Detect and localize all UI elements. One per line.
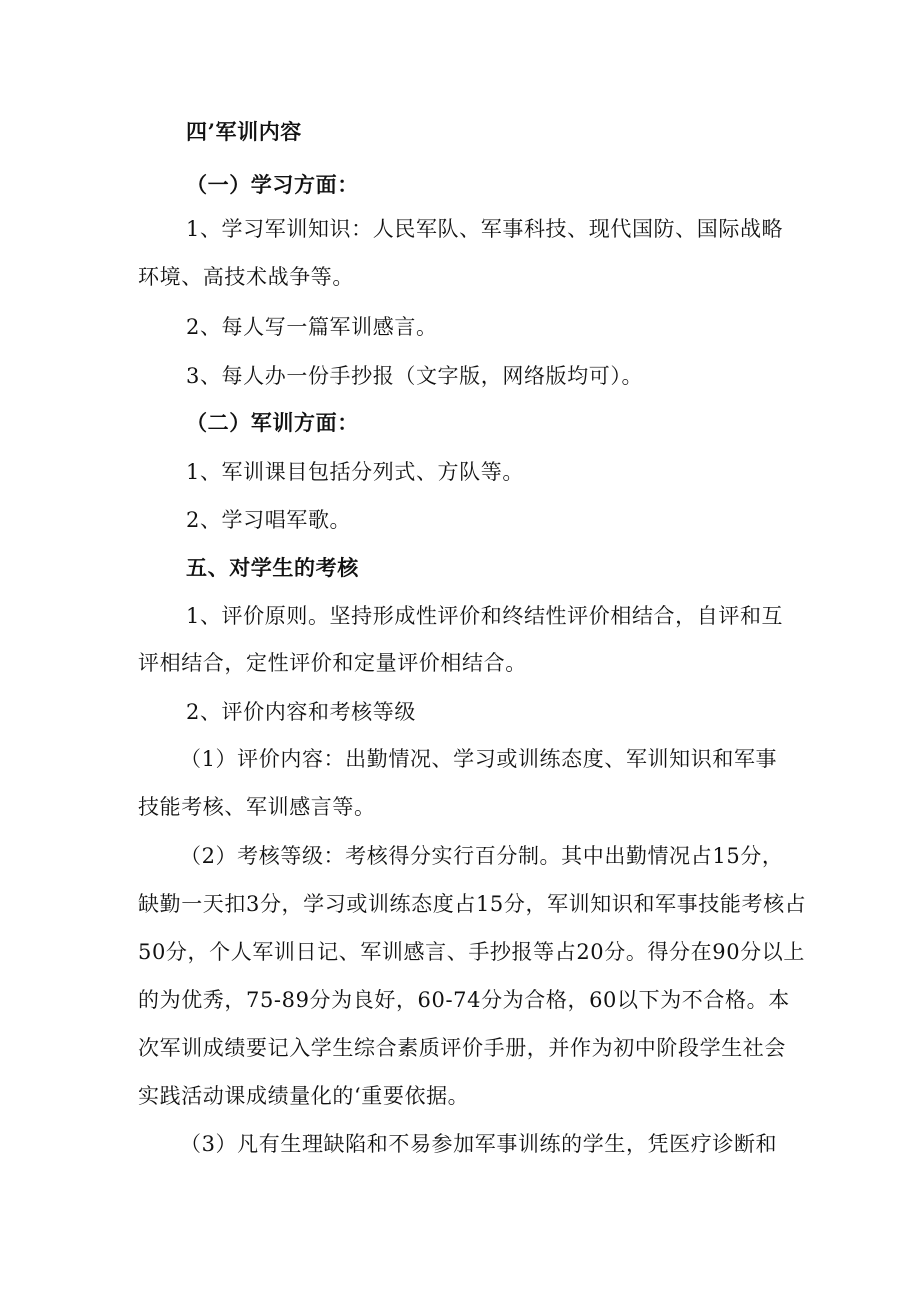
evaluation-sub-2-line-3: 50分，个人军训日记、军训感言、手抄报等占20分。得分在90分以上 — [138, 940, 805, 964]
study-item-3: 3、每人办一份手抄报（文字版，网络版均可）。 — [186, 364, 644, 388]
evaluation-sub-2-line-4: 的为优秀，75-89分为良好，60-74分为合格，60以下为不合格。本 — [138, 988, 790, 1012]
evaluation-item-2: 2、评价内容和考核等级 — [186, 700, 416, 724]
evaluation-sub-2-line-6: 实践活动课成绩量化的‘重要依据。 — [138, 1084, 470, 1108]
evaluation-sub-3-line-1: （3）凡有生理缺陷和不易参加军事训练的学生，凭医疗诊断和 — [180, 1132, 778, 1156]
evaluation-sub-2-line-5: 次军训成绩要记入学生综合素质评价手册，并作为初中阶段学生社会 — [138, 1036, 786, 1060]
evaluation-sub-2-line-2: 缺勤一天扣3分，学习或训练态度占15分，军训知识和军事技能考核占 — [138, 892, 807, 916]
section-5-heading: 五、对学生的考核 — [186, 555, 359, 580]
study-item-2: 2、每人写一篇军训感言。 — [186, 315, 438, 339]
section-4-heading: 四’军训内容 — [186, 119, 302, 144]
evaluation-item-1-line-2: 评相结合，定性评价和定量评价相结合。 — [138, 651, 527, 675]
evaluation-sub-2-line-1: （2）考核等级：考核得分实行百分制。其中出勤情况占15分， — [180, 844, 784, 868]
subsection-2-heading: （二）军训方面： — [186, 410, 359, 435]
study-item-1-line-2: 环境、高技术战争等。 — [138, 265, 354, 289]
training-item-2: 2、学习唱军歌。 — [186, 508, 352, 532]
evaluation-sub-1-line-1: （1）评价内容：出勤情况、学习或训练态度、军训知识和军事 — [180, 747, 778, 771]
evaluation-item-1-line-1: 1、评价原则。坚持形成性评价和终结性评价相结合，自评和互 — [186, 604, 784, 628]
evaluation-sub-1-line-2: 技能考核、军训感言等。 — [138, 795, 376, 819]
subsection-1-heading: （一）学习方面： — [186, 172, 359, 197]
study-item-1-line-1: 1、学习军训知识：人民军队、军事科技、现代国防、国际战略 — [186, 217, 784, 241]
training-item-1: 1、军训课目包括分列式、方队等。 — [186, 460, 524, 484]
